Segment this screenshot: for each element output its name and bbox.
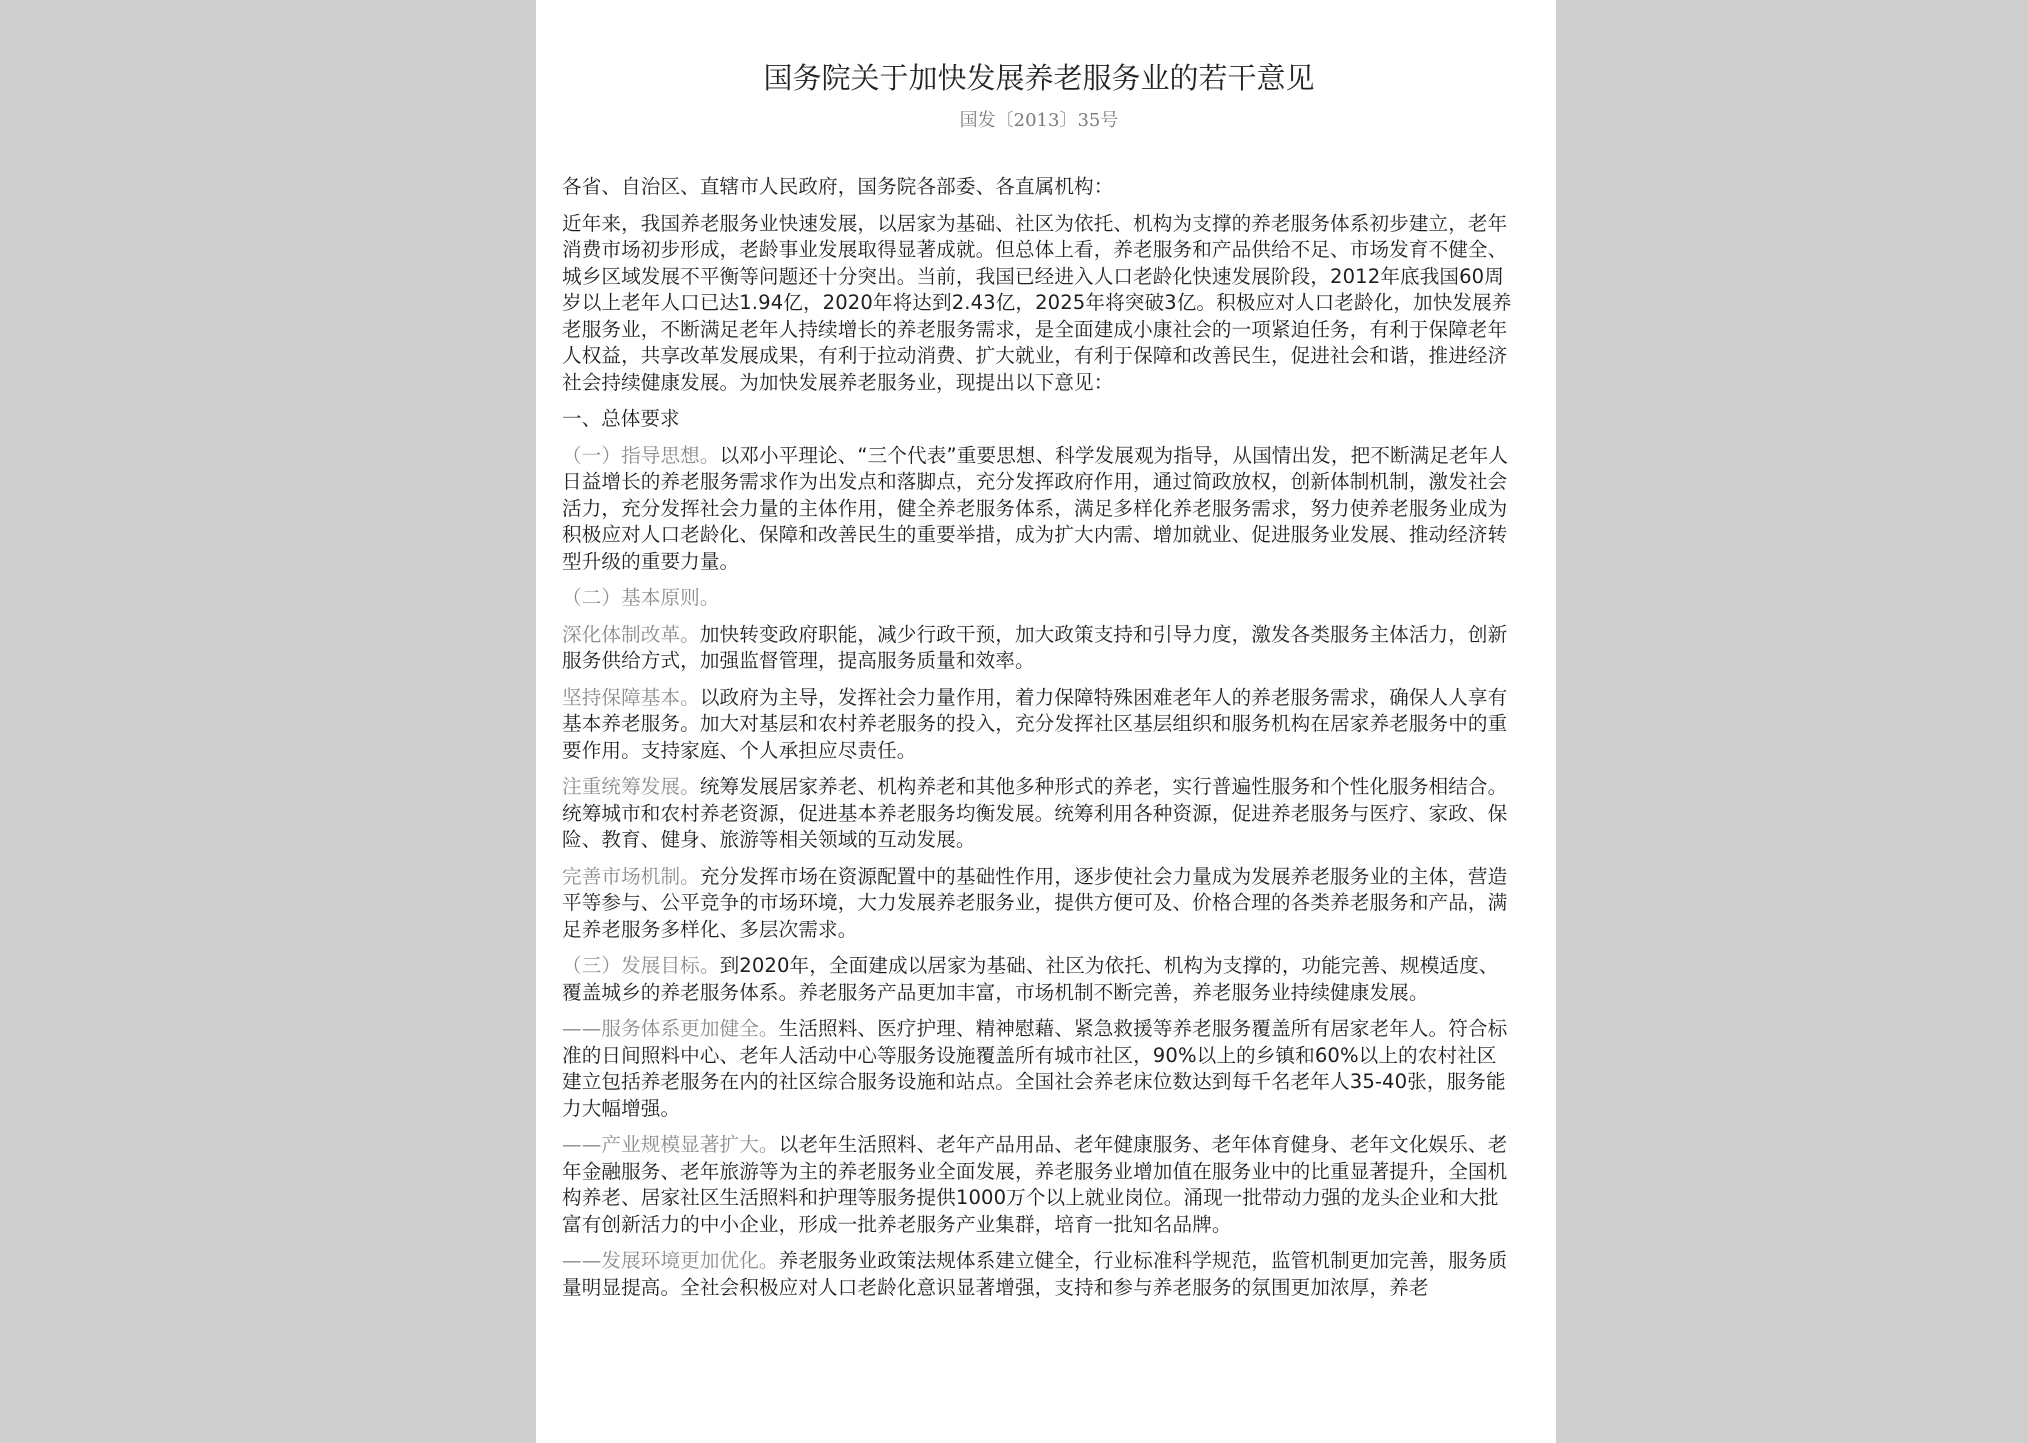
paragraph-lead: ——服务体系更加健全。 bbox=[562, 1017, 779, 1040]
paragraph-text: 充分发挥市场在资源配置中的基础性作用，逐步使社会力量成为发展养老服务业的主体，营造平等参与、公平竞争的市场环境，大力发展养老服务业，提供方便可及、价格合理的各类养老服务和产品，满足养老服务多样化、多层次需求。 bbox=[562, 864, 1508, 941]
paragraph-lead: （一）指导思想。 bbox=[562, 443, 720, 467]
salutation: 各省、自治区、直辖市人民政府，国务院各部委、各直属机构： bbox=[562, 175, 1114, 198]
paragraph-lead: 坚持保障基本。 bbox=[562, 685, 700, 709]
paragraph-lead: （三）发展目标。 bbox=[562, 954, 720, 977]
document-page bbox=[536, 0, 1556, 1443]
paragraph-text: 加快转变政府职能，减少行政干预，加大政策支持和引导力度，激发各类服务主体活力，创新服务供给方式，加强监督管理，提高服务质量和效率。 bbox=[562, 622, 1508, 672]
paragraph-lead: （二）基本原则。 bbox=[562, 586, 720, 609]
paragraph-text: 生活照料、医疗护理、精神慰藉、紧急救援等养老服务覆盖所有居家老年人。符合标准的日间照料中心、老年人活动中心等服务设施覆盖所有城市社区，90%以上的乡镇和60%以上的农村社区建立包括养老服务在内的社区综合服务设施和站点。全国社会养老床位数达到每千名老年人35-40张，服务能力大幅增强。 bbox=[562, 1017, 1508, 1120]
paragraph bbox=[562, 774, 1516, 854]
paragraph bbox=[562, 953, 1516, 1006]
paragraph-text: 养老服务业政策法规体系建立健全，行业标准科学规范，监管机制更加完善，服务质量明显提高。全社会积极应对人口老龄化意识显著增强，支持和参与养老服务的氛围更加浓厚，养老 bbox=[562, 1249, 1508, 1299]
paragraph-text: 以老年生活照料、老年产品用品、老年健康服务、老年体育健身、老年文化娱乐、老年金融服务、老年旅游等为主的养老服务业全面发展，养老服务业增加值在服务业中的比重显著提升，全国机构养老、居家社区生活照料和护理等服务提供1000万个以上就业岗位。涌现一批带动力强的龙头企业和大批富有创新活力的中小企业，形成一批养老服务产业集群，培育一批知名品牌。 bbox=[562, 1133, 1508, 1236]
paragraph bbox=[562, 685, 1516, 765]
paragraph-lead: 注重统筹发展。 bbox=[562, 775, 700, 798]
paragraph bbox=[562, 1132, 1516, 1238]
paragraph-text: 以政府为主导，发挥社会力量作用，着力保障特殊困难老年人的养老服务需求，确保人人享有基本养老服务。加大对基层和农村养老服务的投入，充分发挥社区基层组织和服务机构在居家养老服务中的重要作用。支持家庭、个人承担应尽责任。 bbox=[562, 685, 1508, 762]
paragraph bbox=[562, 585, 1516, 612]
paragraph-text: 统筹发展居家养老、机构养老和其他多种形式的养老，实行普遍性服务和个性化服务相结合。统筹城市和农村养老资源，促进基本养老服务均衡发展。统筹利用各种资源，促进养老服务与医疗、家政、保险、教育、健身、旅游等相关领域的互动发展。 bbox=[562, 775, 1508, 851]
paragraph bbox=[562, 443, 1516, 576]
paragraph-lead: 完善市场机制。 bbox=[562, 864, 700, 888]
paragraph bbox=[562, 622, 1516, 675]
paragraph bbox=[562, 1248, 1516, 1301]
paragraph-lead: ——产业规模显著扩大。 bbox=[562, 1133, 779, 1156]
section-heading: 一、总体要求 bbox=[562, 407, 680, 430]
paragraph-lead: 深化体制改革。 bbox=[562, 622, 700, 646]
paragraph-text: 到2020年，全面建成以居家为基础、社区为依托、机构为支撑的，功能完善、规模适度、覆盖城乡的养老服务体系。养老服务产品更加丰富，市场机制不断完善，养老服务业持续健康发展。 bbox=[562, 954, 1499, 1004]
paragraph-text: 以邓小平理论、“三个代表”重要思想、科学发展观为指导，从国情出发，把不断满足老年人日益增长的养老服务需求作为出发点和落脚点，充分发挥政府作用，通过简政放权，创新体制机制，激发社会活力，充分发挥社会力量的主体作用，健全养老服务体系，满足多样化养老服务需求，努力使养老服务业成为积极应对人口老龄化、保障和改善民生的重要举措，成为扩大内需、增加就业、促进服务业发展、推动经济转型升级的重要力量。 bbox=[562, 443, 1509, 573]
document-number: 国发〔2013〕35号 bbox=[959, 110, 1119, 131]
paragraph-lead: ——发展环境更加优化。 bbox=[562, 1249, 779, 1272]
intro-paragraph: 近年来，我国养老服务业快速发展，以居家为基础、社区为依托、机构为支撑的养老服务体系初步建立，老年消费市场初步形成，老龄事业发展取得显著成就。但总体上看，养老服务和产品供给不足、市场发育不健全、城乡区域发展不平衡等问题还十分突出。当前，我国已经进入人口老龄化快速发展阶段，2012年底我国60周岁以上老年人口已达1.94亿，2020年将达到2.43亿，2025年将突破3亿。积极应对人口老龄化，加快发展养老服务业，不断满足老年人持续增长的养老服务需求，是全面建成小康社会的一项紧迫任务，有利于保障老年人权益，共享改革发展成果，有利于拉动消费、扩大就业，有利于保障和改善民生，促进社会和谐，推进经济社会持续健康发展。为加快发展养老服务业，现提出以下意见： bbox=[562, 211, 1512, 394]
paragraph bbox=[562, 1016, 1516, 1122]
paragraph bbox=[562, 864, 1516, 944]
document-title: 国务院关于加快发展养老服务业的若干意见 bbox=[763, 61, 1315, 95]
